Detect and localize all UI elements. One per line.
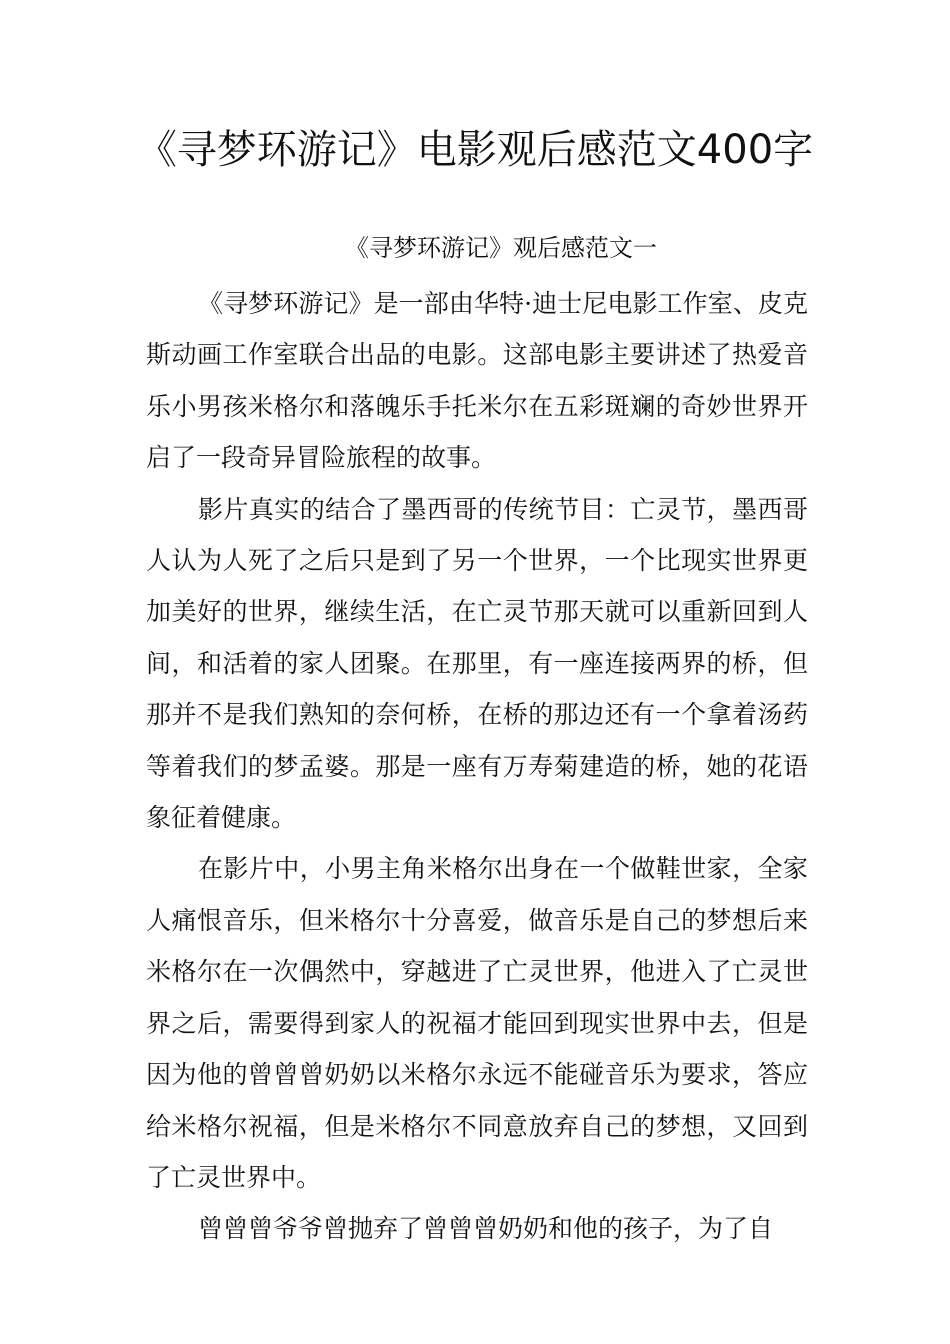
section-subtitle: 《寻梦环游记》观后感范文一: [345, 234, 657, 262]
paragraph: 在影片中，小男主角米格尔出身在一个做鞋世家，全家人痛恨音乐，但米格尔十分喜爱，做音乐是自己的梦想后来米格尔在一次偶然中，穿越进了亡灵世界，他进入了亡灵世界之后，需要得到家人的祝福才能回到现实世界中去，但是因为他的曾曾曾奶奶以米格尔永远不能碰音乐为要求，答应给米格尔祝福，但是米格尔不同意放弃自己的梦想，又回到了亡灵世界中。: [146, 854, 808, 1192]
paragraph: 《寻梦环游记》是一部由华特·迪士尼电影工作室、皮克斯动画工作室联合出品的电影。这部电影主要讲述了热爱音乐小男孩米格尔和落魄乐手托米尔在五彩斑斓的奇妙世界开启了一段奇异冒险旅程的故事。: [146, 289, 808, 473]
paragraph: 影片真实的结合了墨西哥的传统节目：亡灵节，墨西哥人认为人死了之后只是到了另一个世界，一个比现实世界更加美好的世界，继续生活，在亡灵节那天就可以重新回到人间，和活着的家人团聚。在那里，有一座连接两界的桥，但那并不是我们熟知的奈何桥，在桥的那边还有一个拿着汤药等着我们的梦孟婆。那是一座有万寿菊建造的桥，她的花语象征着健康。: [146, 494, 808, 833]
paragraph: 曾曾曾爷爷曾抛弃了曾曾曾奶奶和他的孩子，为了自: [198, 1214, 774, 1244]
document-title: 《寻梦环游记》电影观后感范文400字: [136, 127, 814, 173]
document-body: [146, 278, 808, 1255]
